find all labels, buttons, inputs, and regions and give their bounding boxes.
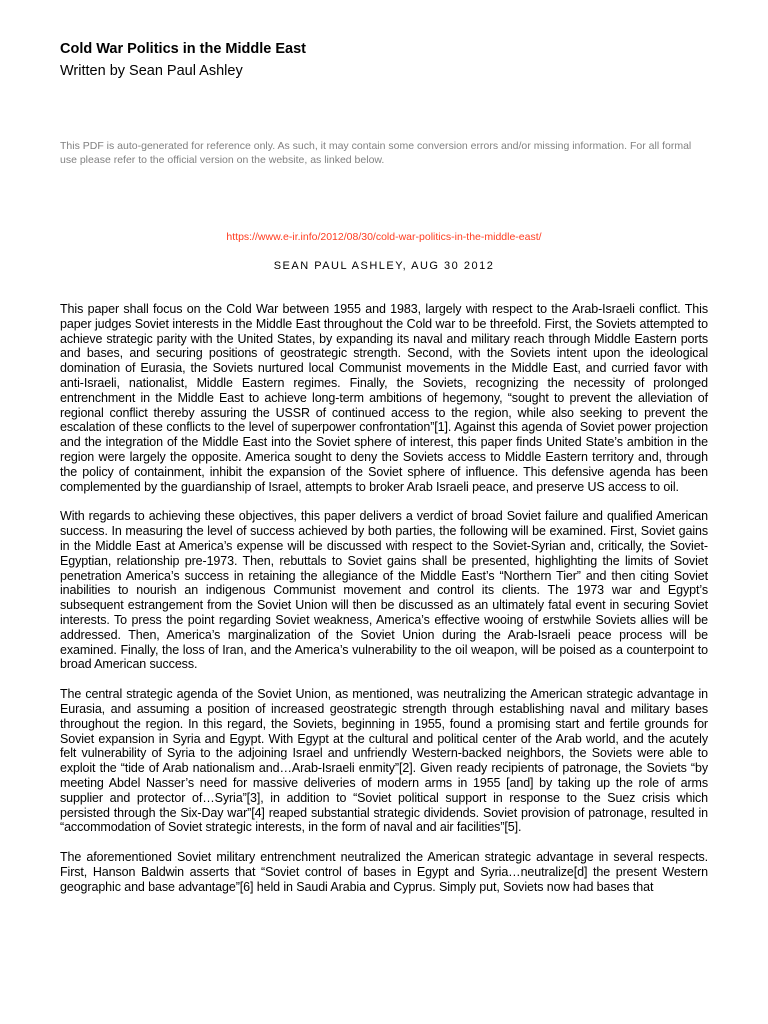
body-paragraph: This paper shall focus on the Cold War between 1955 and 1983, largely with respect to the Arab-Israeli conflict. This paper judges Soviet interests in the Middle East throughout the Cold war to be threefold. First, the Soviets attempted to achieve strategic parity with the United States, by expanding its naval and military reach through Middle Eastern ports and bases, and securing positions of geostrategic strength. Second, with the Soviets intent upon the ideological domination of Eurasia, the Soviets nurtured local Communist movements in the Middle East, and curried favor with anti-Israeli, nationalist, Middle Eastern regimes. Finally, the Soviets, recognizing the necessity of prolonged entrenchment in the Middle East to achieve long-term ambitions of hegemony, “sought to prevent the alleviation of regional conflict thereby assuring the USSR of continued access to the region, while also seeking to prevent the escalation of these conflicts to the level of superpower confrontation”[1]. Against this agenda of Soviet power projection and the integration of the Middle East into the Soviet sphere of interest, this paper finds United State’s ambition in the region were largely the opposite. America sought to deny the Soviets access to Middle Eastern territory and, through the policy of containment, inhibit the expansion of the Soviet sphere of influence. This defensive agenda has been complemented by the guardianship of Israel, attempts to broker Arab Israeli peace, and preserve US access to oil. (60, 302, 708, 494)
body-paragraph: The central strategic agenda of the Soviet Union, as mentioned, was neutralizing the American strategic advantage in Eurasia, and assuming a position of increased geostrategic strength through establishing naval and military bases throughout the region. In this regard, the Soviets, beginning in 1955, found a promising start and fertile grounds for Soviet expansion in Syria and Egypt. With Egypt at the cultural and political center of the Arab world, and the acutely felt vulnerability of Syria to the adjoining Israel and unfriendly Western-backed neighbors, the Soviets were able to exploit the “tide of Arab nationalism and…Arab-Israeli enmity”[2]. Given ready recipients of patronage, the Soviets “by meeting Abdel Nasser’s need for massive deliveries of modern arms in 1955 [and] by taking up the role of arms supplier and protector of…Syria”[3], in addition to “Soviet political support in response to the Suez crisis which persisted through the Six-Day war”[4] reaped substantial strategic dividends. Soviet provision of patronage, resulted in “accommodation of Soviet strategic interests, in the form of naval and air facilities”[5]. (60, 687, 708, 835)
body-paragraph: The aforementioned Soviet military entrenchment neutralized the American strategic advantage in several respects. First, Hanson Baldwin asserts that “Soviet control of bases in Egypt and Syria…neutralize[d] the present Western geographic and base advantage”[6] held in Saudi Arabia and Cyprus. Simply put, Soviets now had bases that (60, 850, 708, 894)
byline: SEAN PAUL ASHLEY, AUG 30 2012 (273, 260, 495, 272)
article-body (60, 302, 708, 909)
document-author: Written by Sean Paul Ashley (60, 63, 243, 79)
body-paragraph: With regards to achieving these objectives, this paper delivers a verdict of broad Soviet failure and qualified American success. In measuring the level of success achieved by both parties, the following will be examined. First, Soviet gains in the Middle East at America’s expense will be discussed with respect to the Soviet-Syrian and, critically, the Soviet-Egyptian, relationship pre-1973. Then, rebuttals to Soviet gains shall be presented, highlighting the limits of Soviet penetration America’s success in retaining the allegiance of the Middle East’s “Northern Tier” and then citing Soviet inabilities to nourish an indigenous Communist movement and control its clients. The 1973 war and Egypt’s subsequent estrangement from the Soviet Union will then be discussed as an ultimately fatal event in securing Soviet interests. To press the point regarding Soviet weakness, America’s effective wooing of erstwhile Soviets allies will be addressed. Then, America’s marginalization of the Soviet Union during the Arab-Israeli peace process will be examined. Finally, the loss of Iran, and the America’s vulnerability to the oil weapon, will be poised as a counterpoint to broad American success. (60, 509, 708, 672)
pdf-disclaimer: This PDF is auto-generated for reference only. As such, it may contain some conversion errors and/or missing information. For all formal use please refer to the official version on the website, as linked below. (60, 140, 692, 166)
document-title: Cold War Politics in the Middle East (60, 41, 306, 57)
source-url-link[interactable]: https://www.e-ir.info/2012/08/30/cold-war-politics-in-the-middle-east/ (226, 231, 542, 243)
